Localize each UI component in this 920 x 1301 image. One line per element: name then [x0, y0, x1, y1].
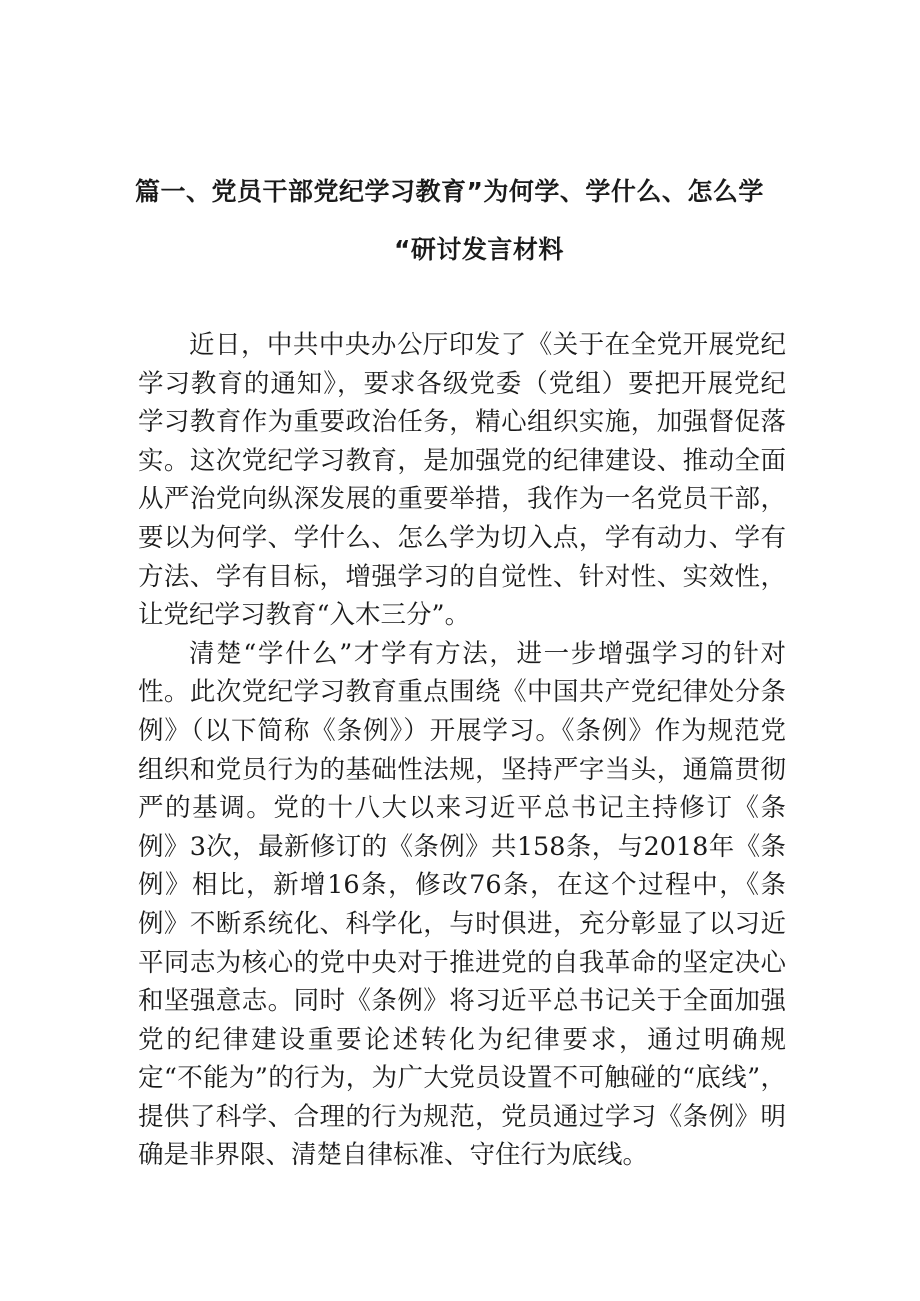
document-title-line-2: “研讨发言材料 [394, 235, 564, 264]
paragraph: 清楚“学什么”才学有方法，进一步增强学习的针对性。此次党纪学习教育重点围绕《中国共产党纪律处分条例》（以下简称《条例》）开展学习。《条例》作为规范党组织和党员行为的基础性法规，坚持严字当头，通篇贯彻严的基调。党的十八大以来习近平总书记主持修订《条例》3次，最新修订的《条例》共158条，与2018年《条例》相比，新增16条，修改76条，在这个过程中，《条例》不断系统化、科学化，与时俱进，充分彰显了以习近平同志为核心的党中央对于推进党的自我革命的坚定决心和坚强意志。同时《条例》将习近平总书记关于全面加强党的纪律建设重要论述转化为纪律要求，通过明确规定“不能为”的行为，为广大党员设置不可触碰的“底线”，提供了科学、合理的行为规范，党员通过学习《条例》明确是非界限、清楚自律标准、守住行为底线。 [138, 638, 786, 1171]
document-body [138, 326, 786, 1175]
document-title-line-1: 篇一、党员干部党纪学习教育”为何学、学什么、怎么学 [135, 177, 764, 206]
paragraph: 近日，中共中央办公厅印发了《关于在全党开展党纪学习教育的通知》，要求各级党委（党组）要把开展党纪学习教育作为重要政治任务，精心组织实施，加强督促落实。这次党纪学习教育，是加强党的纪律建设、推动全面从严治党向纵深发展的重要举措，我作为一名党员干部，要以为何学、学什么、怎么学为切入点，学有动力、学有方法、学有目标，增强学习的自觉性、针对性、实效性，让党纪学习教育“入木三分”。 [138, 330, 786, 631]
